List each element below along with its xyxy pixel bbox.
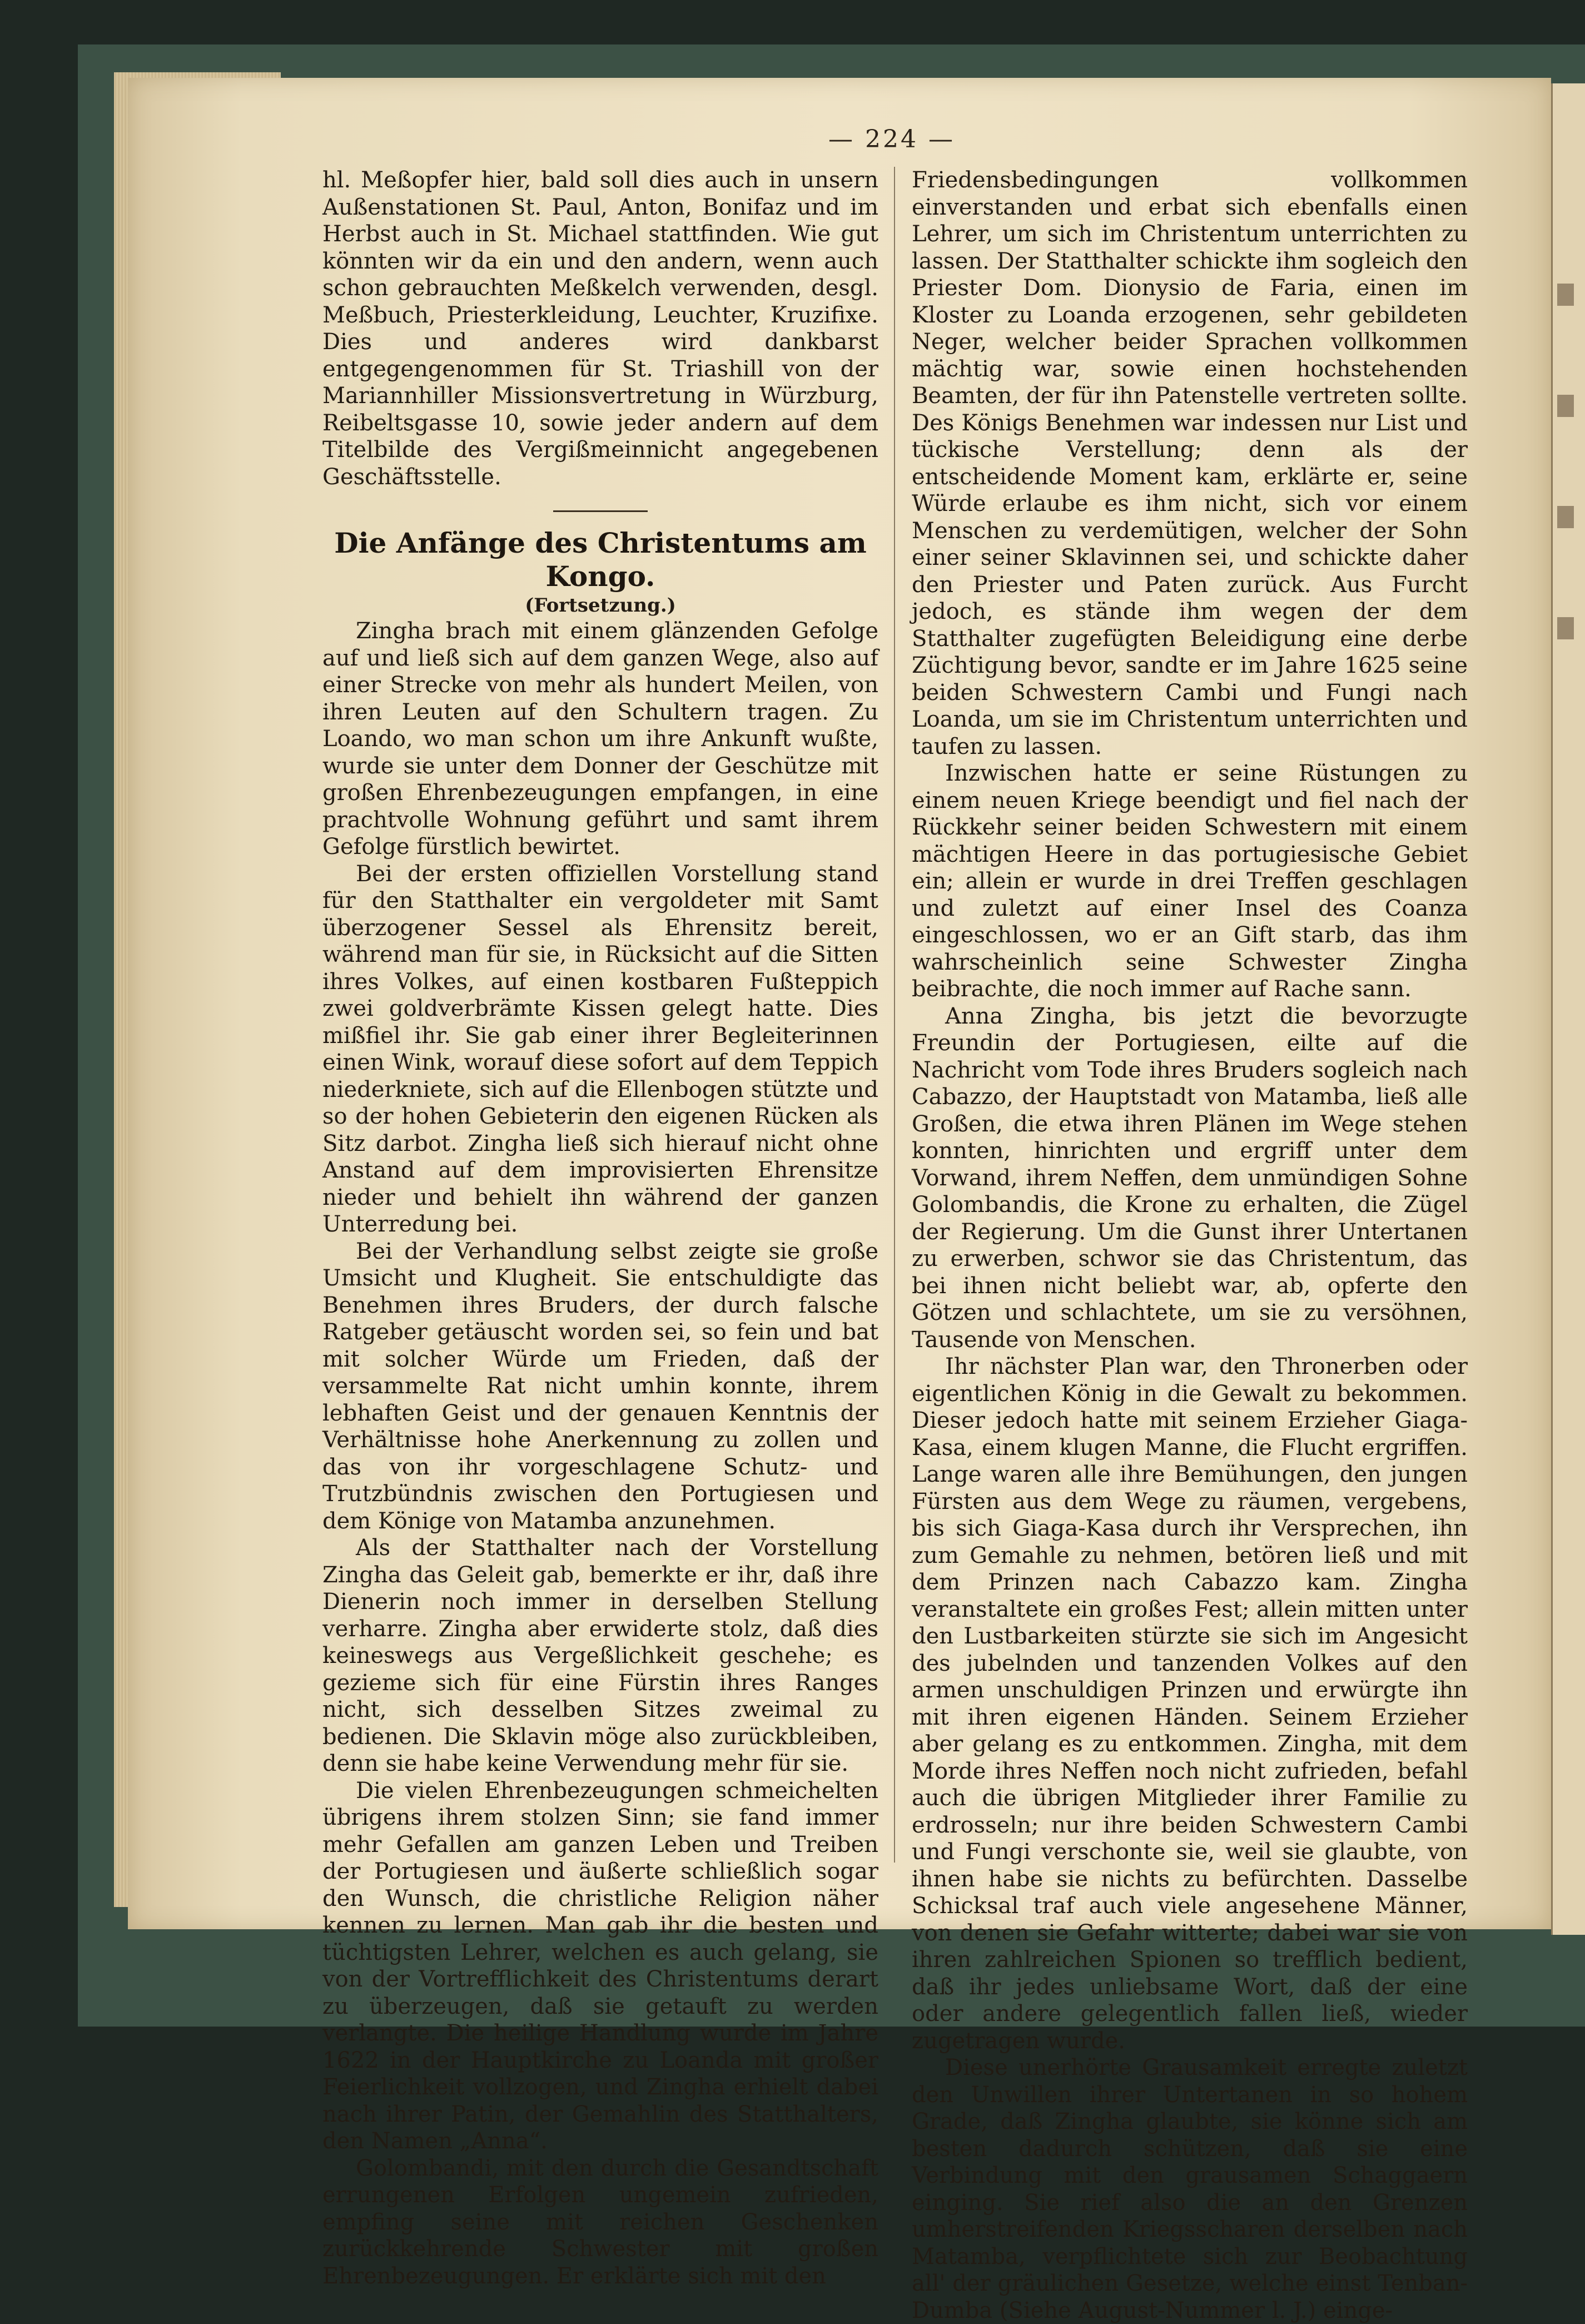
paragraph: Diese unerhörte Grausamkeit erregte zuletzt den Unwillen ihrer Untertanen in so hohem Grade, daß Zingha glaubte, sie könne sich am besten dadurch schützen, daß sie eine Verbindung mit den grausamen Schaggaern einging. Sie rief also die an den Grenzen umherstreifenden Kriegsscharen derselben nach Matamba, verpflichtete sich zur Beobachtung all' der gräulichen Gesetze, welche einst Tenban-Dumba (Siehe August-Nummer l. J.) einge- — [912, 2055, 1468, 2323]
paragraph: Inzwischen hatte er seine Rüstungen zu einem neuen Kriege beendigt und fiel nach der Rückkehr seiner beiden Schwestern mit einem mächtigen Heere in das portugiesische Gebiet ein; allein er wurde in drei Treffen geschlagen und zuletzt auf einer Insel des Coanza eingeschlossen, wo er an Gift starb, das ihm wahrscheinlich seine Schwester Zingha beibrachte, die noch immer auf Rache sann. — [912, 761, 1468, 1002]
paragraph: Friedensbedingungen vollkommen einverstanden und erbat sich ebenfalls einen Lehrer, um sich im Christentum unterrichten zu lassen. Der Statthalter schickte ihm sogleich den Priester Dom. Dionysio de Faria, einen im Kloster zu Loanda erzogenen, sehr gebildeten Neger, welcher beider Sprachen vollkommen mächtig war, sowie einen hochstehenden Beamten, der für ihn Patenstelle vertreten sollte. Des Königs Benehmen war indessen nur List und tückische Verstellung; denn als der entscheidende Moment kam, erklärte er, seine Würde erlaube es ihm nicht, sich vor einem Menschen zu verdemütigen, welcher der Sohn einer seiner Sklavinnen sei, und schickte daher den Priester und Paten zurück. Aus Furcht jedoch, es stände ihm wegen der dem Statthalter zugefügten Beleidigung eine derbe Züchtigung bevor, sandte er im Jahre 1625 seine beiden Schwestern Cambi und Fungi nach Loanda, um sie im Christentum unterrichten und taufen zu lassen. — [912, 167, 1468, 759]
column-divider — [894, 167, 895, 1863]
paragraph: Zingha brach mit einem glänzenden Gefolge auf und ließ sich auf dem ganzen Wege, also auf einer Strecke von mehr als hundert Meilen, von ihren Leuten auf den Schultern tragen. Zu Loando, wo man schon um ihre Ankunft wußte, wurde sie unter dem Donner der Geschütze mit großen Ehrenbezeugungen empfangen, in eine prachtvolle Wohnung geführt und samt ihrem Gefolge fürstlich bewirtet. — [322, 618, 878, 860]
intro-paragraph: hl. Meßopfer hier, bald soll dies auch in unsern Außenstationen St. Paul, Anton, Bonifaz und im Herbst auch in St. Michael stattfinden. Wie gut könnten wir da ein und den andern, wenn auch schon gebrauchten Meßkelch verwenden, desgl. Meßbuch, Priesterkleidung, Leuchter, Kruzifixe. Dies und anderes wird dankbarst entgegengenommen für St. Triashill von der Mariannhiller Missionsvertretung in Würzburg, Reibeltsgasse 10, sowie jeder andern auf dem Titelbilde des Vergißmeinnicht angegebenen Geschäftsstelle. — [322, 167, 878, 490]
next-page-edge — [1551, 83, 1585, 1935]
left-column — [322, 167, 878, 2290]
paragraph: Bei der ersten offiziellen Vorstellung stand für den Statthalter ein vergoldeter mit Samt überzogener Sessel als Ehrensitz bereit, während man für sie, in Rücksicht auf die Sitten ihres Volkes, auf einen kostbaren Fußteppich zwei goldverbrämte Kissen gelegt hatte. Dies mißfiel ihr. Sie gab einer ihrer Begleiterinnen einen Wink, worauf diese sofort auf dem Teppich niederkniete, sich auf die Ellenbogen stützte und so der hohen Gebieterin den eigenen Rücken als Sitz darbot. Zingha ließ sich hierauf nicht ohne Anstand auf dem improvisierten Ehrensitze nieder und behielt ihn während der ganzen Unterredung bei. — [322, 861, 878, 1237]
paragraph: Als der Statthalter nach der Vorstellung Zingha das Geleit gab, bemerkte er ihr, daß ihre Dienerin noch immer in derselben Stellung verharre. Zingha aber erwiderte stolz, daß dies keineswegs aus Vergeßlichkeit geschehe; es gezieme sich für eine Fürstin ihres Ranges nicht, sich desselben Sitzes zweimal zu bedienen. Die Sklavin möge also zurückbleiben, denn sie habe keine Verwendung mehr für sie. — [322, 1535, 878, 1776]
right-column — [912, 167, 1468, 2324]
article-heading: Die Anfänge des Christentums am Kongo. — [334, 527, 867, 593]
paragraph: Anna Zingha, bis jetzt die bevorzugte Freundin der Portugiesen, eilte auf die Nachricht vom Tode ihres Bruders sogleich nach Cabazzo, der Hauptstadt von Matamba, ließ alle Großen, die etwa ihren Plänen im Wege stehen konnten, hinrichten und ergriff unter dem Vorwand, ihrem Neffen, dem unmündigen Sohne Golombandis, die Krone zu erhalten, die Zügel der Regierung. Um die Gunst ihrer Untertanen zu erwerben, schwor sie das Christentum, das bei ihnen nicht beliebt war, ab, opferte den Götzen und schlachtete, um sie zu versöhnen, Tausende von Menschen. — [912, 1003, 1468, 1353]
article-subheading: (Fortsetzung.) — [525, 594, 676, 617]
paragraph: Golombandi, mit den durch die Gesandtschaft errungenen Erfolgen ungemein zufrieden, empfing seine mit reichen Geschenken zurückkehrende Schwester mit großen Ehrenbezeugungen. Er erklärte sich mit den — [322, 2155, 878, 2289]
paragraph: Die vielen Ehrenbezeugungen schmeichelten übrigens ihrem stolzen Sinn; sie fand immer mehr Gefallen am ganzen Leben und Treiben der Portugiesen und äußerte schließlich sogar den Wunsch, die christliche Religion näher kennen zu lernen. Man gab ihr die besten und tüchtigsten Lehrer, welchen es auch gelang, sie von der Vortrefflichkeit des Christentums derart zu überzeugen, daß sie getauft zu werden verlangte. Die heilige Handlung wurde im Jahre 1622 in der Hauptkirche zu Loanda mit großer Feierlichkeit vollzogen, und Zingha erhielt dabei nach ihrer Patin, der Gemahlin des Statthalters, den Namen „Anna“. — [322, 1777, 878, 2154]
paragraph: Ihr nächster Plan war, den Thronerben oder eigentlichen König in die Gewalt zu bekommen. Dieser jedoch hatte mit seinem Erzieher Giaga-Kasa, einem klugen Manne, die Flucht ergriffen. Lange waren alle ihre Bemühungen, den jungen Fürsten aus dem Wege zu räumen, vergebens, bis sich Giaga-Kasa durch ihr Versprechen, ihn zum Gemahle zu nehmen, betören ließ und mit dem Prinzen nach Cabazzo kam. Zingha veranstaltete ein großes Fest; allein mitten unter den Lustbarkeiten stürzte sie sich im Angesicht des jubelnden und tanzenden Volkes auf den armen unschuldigen Prinzen und erwürgte ihn mit ihren eigenen Händen. Seinem Erzieher aber gelang es zu entkommen. Zingha, mit dem Morde ihres Neffen noch nicht zufrieden, befahl auch die übrigen Mitglieder ihrer Familie zu erdrosseln; nur ihre beiden Schwestern Cambi und Fungi verschonte sie, weil sie glaubte, von ihnen habe sie nichts zu befürchten. Dasselbe Schicksal traf auch viele angesehene Männer, von denen sie Gefahr witterte; dabei war sie von ihren zahlreichen Spionen so trefflich bedient, daß ihr jedes unliebsame Wort, daß der eine oder andere gelegentlich fallen ließ, wieder zugetragen wurde. — [912, 1354, 1468, 2054]
page-number: — 224 — — [828, 125, 955, 153]
section-rule — [553, 510, 648, 512]
paragraph: Bei der Verhandlung selbst zeigte sie große Umsicht und Klugheit. Sie entschuldigte das Benehmen ihres Bruders, der durch falsche Ratgeber getäuscht worden sei, so fein und bat mit solcher Würde um Frieden, daß der versammelte Rat nicht umhin konnte, ihrem lebhaften Geist und der genauen Kenntnis der Verhältnisse hohe Anerkennung zu zollen und das von ihr vorgeschlagene Schutz- und Trutzbündnis zwischen den Portugiesen und dem Könige von Matamba anzunehmen. — [322, 1238, 878, 1534]
